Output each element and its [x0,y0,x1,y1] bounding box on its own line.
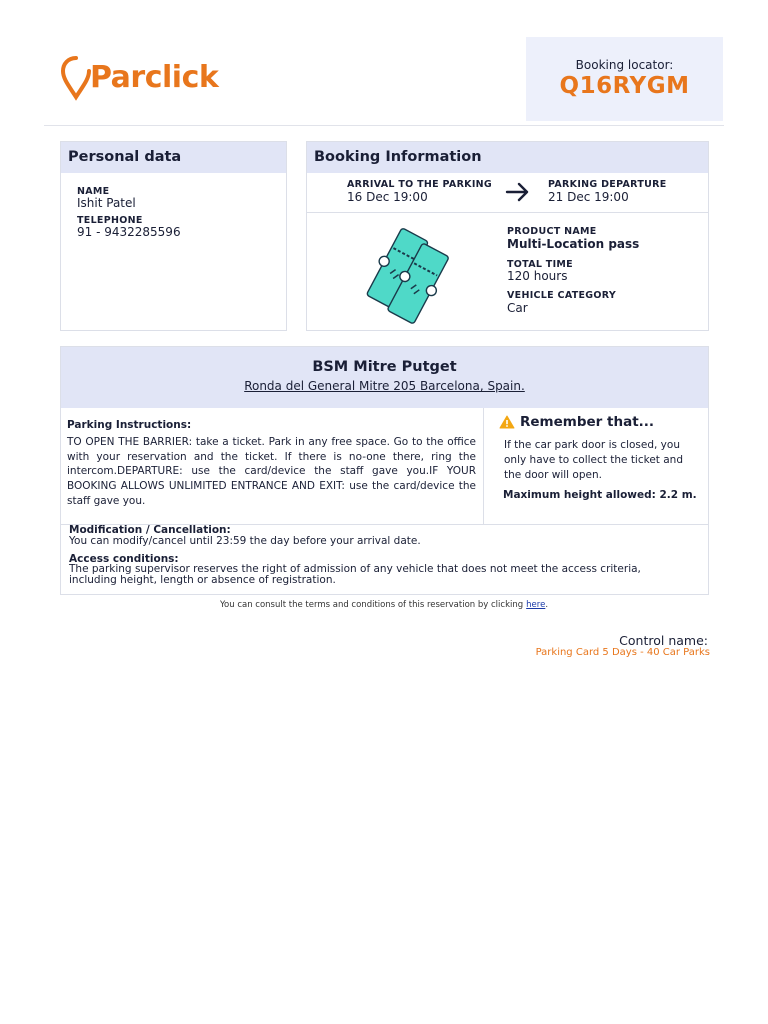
parking-instructions-text: TO OPEN THE BARRIER: take a ticket. Park in any free space. Go to the office with your reservation and the ticket. If there is no-one there, ring the intercom.DEPARTURE: use the card/device the staff gave you.IF YOUR BOOKING ALLOWS UNLIMITED ENTRANCE AND EXIT: use the card/device the staff gave you. [67,436,476,507]
car-park-header [61,347,708,408]
warning-icon [499,415,515,429]
vehicle-category-label: VEHICLE CATEGORY [507,290,617,301]
terms-link[interactable]: here [526,600,546,610]
access-conditions-text: The parking supervisor reserves the right of admission of any vehicle that does not meet the access criteria, including height, length or absence of registration. [69,563,641,586]
booking-locator-label: Booking locator: [575,58,674,72]
parking-instructions-section [61,408,484,524]
booking-divider [307,212,708,213]
remember-section [484,408,708,524]
total-time-label: TOTAL TIME [507,259,573,270]
arrival-label: ARRIVAL TO THE PARKING [347,179,493,190]
control-name-value: Parking Card 5 Days - 40 Car Parks [535,647,710,658]
remember-header [499,414,654,430]
departure-label: PARKING DEPARTURE [548,179,667,190]
modification-title: Modification / Cancellation: [69,524,231,536]
control-name-label: Control name: [619,633,708,648]
product-name-label: PRODUCT NAME [507,226,597,237]
terms-text: You can consult the terms and conditions of this reservation by clicking [219,600,524,610]
telephone-value: 91 - 9432285596 [77,225,181,239]
header-divider [44,125,724,126]
remember-title: Remember that... [520,414,655,430]
name-value: Ishit Patel [77,196,136,210]
booking-information-card [306,141,709,331]
max-height-text: Maximum height allowed: 2.2 m. [503,489,697,501]
personal-data-title: Personal data [61,142,286,173]
arrow-right-icon [505,181,531,203]
parking-ticket-icon [361,226,453,324]
parking-instructions-title: Parking Instructions: [67,419,192,431]
vehicle-category-value: Car [507,301,528,315]
car-park-card [60,346,709,595]
parclick-logo [60,55,218,101]
personal-data-card [60,141,287,331]
product-name-value: Multi-Location pass [507,237,640,251]
name-label: NAME [77,186,110,197]
terms-notice [0,600,768,610]
car-park-name: BSM Mitre Putget [312,359,457,375]
booking-locator-code: Q16RYGM [559,73,690,99]
booking-information-title: Booking Information [307,142,708,173]
car-park-address[interactable]: Ronda del General Mitre 205 Barcelona, Spain. [244,379,525,393]
total-time-value: 120 hours [507,269,568,283]
location-pin-icon [60,55,92,101]
access-conditions-title: Access conditions: [69,553,179,565]
terms-period: . [545,600,549,610]
departure-value: 21 Dec 19:00 [548,190,629,204]
brand-name: Parclick [90,60,219,95]
modification-text: You can modify/cancel until 23:59 the day before your arrival date. [69,535,421,547]
booking-locator-box [526,37,723,121]
remember-text: If the car park door is closed, you only have to collect the ticket and the door will open. [504,439,683,481]
arrival-value: 16 Dec 19:00 [347,190,428,204]
telephone-label: TELEPHONE [77,215,143,226]
